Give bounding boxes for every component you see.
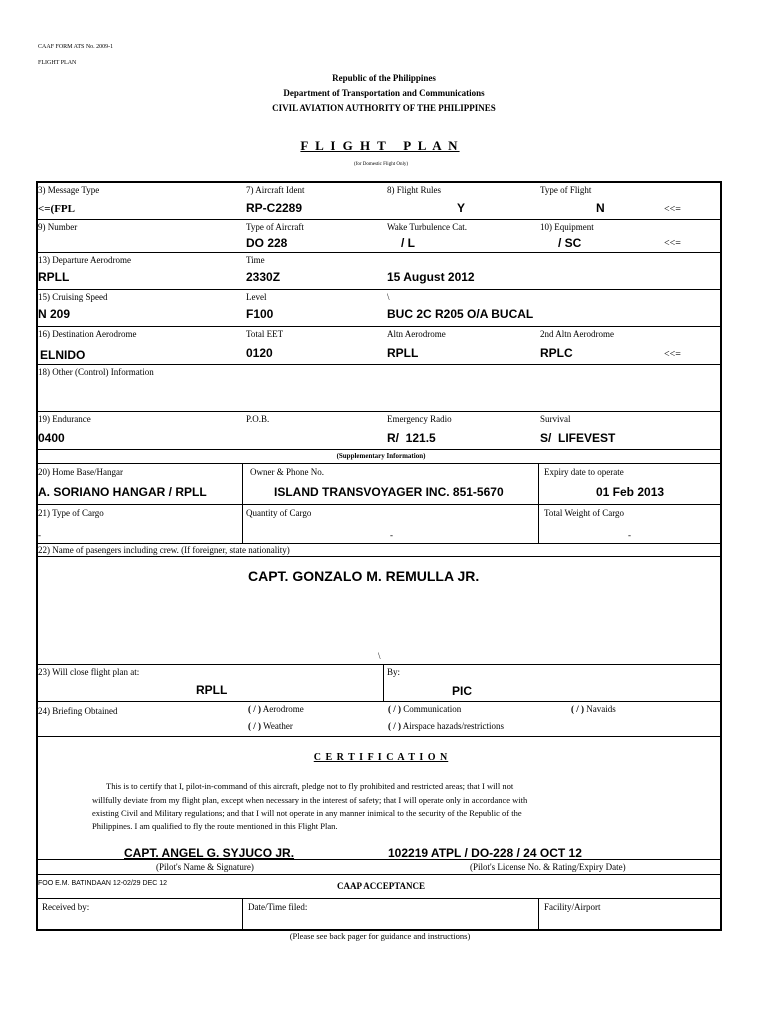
received-by-label: Received by: [42, 902, 90, 912]
date-field[interactable]: 15 August 2012 [387, 270, 475, 284]
survival-field[interactable]: S/ LIFEVEST [540, 431, 616, 445]
page-title [0, 138, 760, 154]
expiry-field[interactable]: 01 Feb 2013 [596, 485, 665, 499]
certification-line-3: existing Civil and Military regulations; and that I will not operate in any manner inimical to the security of the Republic of the [92, 808, 522, 818]
home-base-label: 20) Home Base/Hangar [38, 467, 123, 477]
owner-field[interactable]: ISLAND TRANSVOYAGER INC. 851-5670 [274, 485, 504, 499]
datetime-filed-label: Date/Time filed: [248, 902, 308, 912]
footer-note: (Please see back pager for guidance and instructions) [289, 931, 471, 941]
form-number: CAAF FORM ATS No. 2009-1 [38, 44, 114, 50]
cruising-speed-field[interactable]: N 209 [38, 307, 71, 321]
weather-check-mark: ( / ) [248, 721, 261, 731]
close-flight-plan-field[interactable]: RPLL [196, 683, 228, 697]
cargo-quantity-field[interactable]: - [390, 530, 393, 540]
certification-line-4: Philippines. I am qualified to fly the route mentioned in this Flight Plan. [92, 821, 338, 831]
passengers-label: 22) Name of pasengers including crew. (If foreigner, state nationality) [38, 545, 290, 555]
close-flight-plan-label: 23) Will close flight plan at: [38, 667, 140, 677]
facility-airport-label: Facility/Airport [544, 902, 601, 912]
pilot-license-field[interactable]: 102219 ATPL / DO-228 / 24 OCT 12 [388, 846, 582, 860]
altn2-aerodrome-label: 2nd Altn Aerodrome [540, 329, 614, 339]
foo-stamp: FOO E.M. BATINDAAN 12-02/29 DEC 12 [38, 880, 168, 887]
other-info-label: 18) Other (Control) Information [38, 367, 154, 377]
endurance-label: 19) Endurance [38, 414, 91, 424]
republic-heading: Republic of the Philippines [332, 73, 436, 83]
departure-label: 13) Departure Aerodrome [38, 255, 131, 265]
time-label: Time [246, 255, 265, 265]
weather-checkbox[interactable] [248, 721, 293, 731]
certification-title: C E R T I F I C A T I O N [313, 752, 449, 763]
altn-aerodrome-label: Altn Aerodrome [387, 329, 446, 339]
flight-rules-field[interactable]: Y [457, 201, 466, 215]
time-field[interactable]: 2330Z [246, 270, 281, 284]
altn2-aerodrome-field[interactable]: RPLC [540, 346, 573, 360]
departure-field[interactable]: RPLL [38, 270, 70, 284]
aircraft-type-label: Type of Aircraft [246, 222, 304, 232]
expiry-label: Expiry date to operate [544, 467, 624, 477]
aerodrome-check-mark: ( / ) [248, 704, 261, 714]
briefing-label: 24) Briefing Obtained [38, 706, 118, 716]
close-by-label: By: [387, 667, 401, 677]
type-of-flight-label: Type of Flight [540, 185, 592, 195]
aerodrome-option-label: Aerodrome [262, 704, 304, 714]
total-eet-field[interactable]: 0120 [246, 346, 273, 360]
aircraft-ident-label: 7) Aircraft Ident [246, 185, 305, 195]
endurance-field[interactable]: 0400 [38, 431, 65, 445]
airspace-option-label: Airspace hazads/restrictions [402, 721, 504, 731]
row2-end-marker: <<= [664, 238, 681, 249]
number-label: 9) Number [38, 222, 78, 232]
form-name: FLIGHT PLAN [38, 60, 77, 66]
navaids-checkbox[interactable] [571, 704, 616, 714]
certification-heading [0, 752, 762, 763]
certification-line-2: willfully deviate from my flight plan, except when necessary in the interest of safety; that I will operate only in accordance with [92, 795, 528, 805]
cruising-speed-label: 15) Cruising Speed [38, 292, 108, 302]
airspace-checkbox[interactable] [388, 721, 504, 731]
cargo-quantity-label: Quantity of Cargo [246, 508, 312, 518]
title-text: F L I G H T P L A N [300, 138, 460, 153]
flight-rules-label: 8) Flight Rules [387, 185, 442, 195]
altn-aerodrome-field[interactable]: RPLL [387, 346, 419, 360]
wake-turbulence-label: Wake Turbulence Cat. [387, 222, 468, 232]
navaids-option-label: Navaids [586, 704, 616, 714]
level-label: Level [246, 292, 267, 302]
supplementary-heading: (Supplementary Information) [336, 452, 426, 460]
equipment-field[interactable]: / SC [558, 236, 582, 250]
cargo-weight-field[interactable]: - [628, 530, 631, 540]
weather-option-label: Weather [263, 721, 293, 731]
page-subtitle: (for Domestic Flight Only) [353, 162, 409, 167]
row5-end-marker: <<= [664, 349, 681, 360]
caap-acceptance-heading: CAAP ACCEPTANCE [336, 881, 426, 891]
wake-turbulence-field[interactable]: / L [401, 236, 415, 250]
cargo-type-field[interactable]: - [38, 530, 41, 540]
destination-field[interactable]: ELNIDO [40, 348, 86, 362]
authority-heading: CIVIL AVIATION AUTHORITY OF THE PHILIPPINES [272, 103, 496, 113]
equipment-label: 10) Equipment [540, 222, 594, 232]
cargo-type-label: 21) Type of Cargo [38, 508, 104, 518]
route-marker: \ [387, 292, 390, 302]
pilot-name-field[interactable]: CAPT. ANGEL G. SYJUCO JR. [124, 846, 295, 860]
communication-check-mark: ( / ) [388, 704, 401, 714]
total-eet-label: Total EET [246, 329, 284, 339]
pilot-name-caption: (Pilot's Name & Signature) [156, 862, 254, 872]
aerodrome-checkbox[interactable] [248, 704, 304, 714]
airspace-check-mark: ( / ) [388, 721, 401, 731]
close-by-field[interactable]: PIC [452, 684, 473, 698]
aircraft-ident-field[interactable]: RP-C2289 [246, 201, 303, 215]
department-heading: Department of Transportation and Communications [283, 88, 485, 98]
row1-end-marker: <<= [664, 204, 681, 215]
route-field[interactable]: BUC 2C R205 O/A BUCAL [387, 307, 534, 321]
aircraft-type-field[interactable]: DO 228 [246, 236, 288, 250]
home-base-field[interactable]: A. SORIANO HANGAR / RPLL [38, 485, 207, 499]
level-field[interactable]: F100 [246, 307, 274, 321]
message-type-field[interactable]: <=(FPL [38, 203, 75, 215]
owner-label: Owner & Phone No. [250, 467, 324, 477]
communication-option-label: Communication [403, 704, 462, 714]
message-type-label: 3) Message Type [38, 185, 100, 195]
navaids-check-mark: ( / ) [571, 704, 584, 714]
emergency-radio-label: Emergency Radio [387, 414, 452, 424]
emergency-radio-field[interactable]: R/ 121.5 [387, 431, 436, 445]
survival-label: Survival [540, 414, 571, 424]
certification-line-1: This is to certify that I, pilot-in-command of this aircraft, pledge not to fly prohibited and restricted areas; that I will not [106, 781, 514, 791]
passenger-name[interactable]: CAPT. GONZALO M. REMULLA JR. [248, 568, 480, 584]
communication-checkbox[interactable] [388, 704, 461, 714]
pilot-license-caption: (Pilot's License No. & Rating/Expiry Date) [470, 862, 626, 872]
pob-label: P.O.B. [246, 414, 270, 424]
type-of-flight-field[interactable]: N [596, 201, 605, 215]
destination-label: 16) Destination Aerodrome [38, 329, 137, 339]
cargo-weight-label: Total Weight of Cargo [544, 508, 625, 518]
passenger-marker: \ [378, 651, 381, 661]
